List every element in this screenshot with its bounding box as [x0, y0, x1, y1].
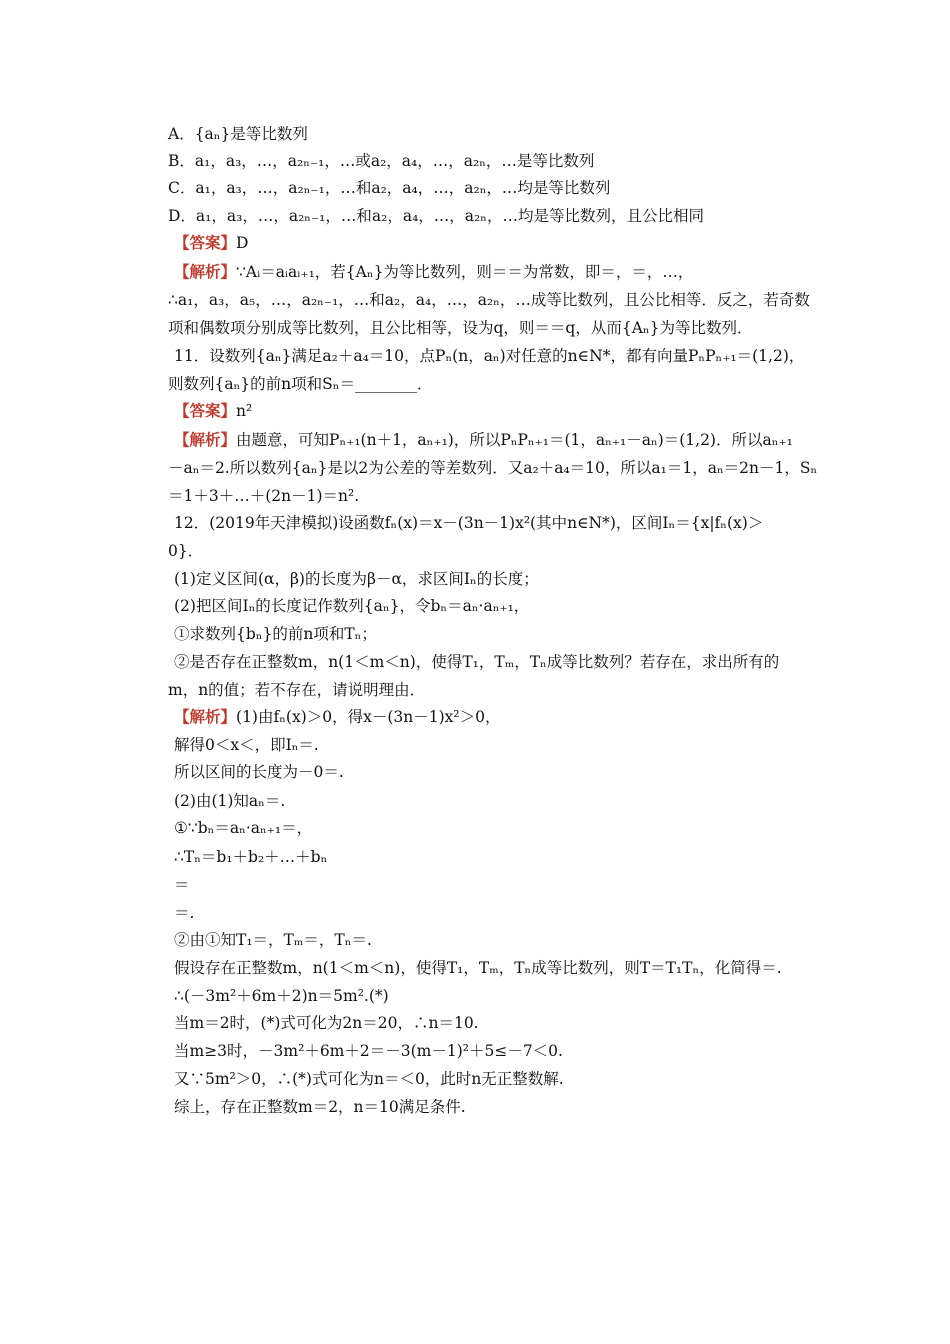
answer-value: D [236, 234, 249, 252]
answer-tag: 【答案】 [174, 401, 237, 420]
q11-analysis-line1 [174, 430, 793, 450]
q12-solution-line9: ②由①知T₁＝，Tₘ＝，Tₙ＝. [174, 931, 372, 949]
q12-part2-sub1: ①求数列{bₙ}的前n项和Tₙ； [174, 625, 377, 643]
q12-stem-line2: 0}． [168, 542, 204, 560]
q11-stem-line2: 则数列{aₙ}的前n项和Sₙ＝________． [168, 375, 433, 393]
q10-analysis-line1 [174, 262, 693, 282]
q12-solution-line15: 综上，存在正整数m＝2，n＝10满足条件. [174, 1098, 466, 1116]
q10-analysis-line2: ∴a₁，a₃，a₅，…，a₂ₙ₋₁，…和a₂，a₄，…，a₂ₙ，…成等比数列，且公比相等．反之，若奇数 [168, 291, 810, 309]
q12-part2-sub2-line2: m，n的值；若不存在，请说明理由． [168, 681, 426, 699]
q12-part2-sub2-line1: ②是否存在正整数m，n(1＜m＜n)，使得T₁，Tₘ，Tₙ成等比数列？若存在，求出所有的 [174, 653, 780, 671]
q12-solution-line8: ＝. [174, 904, 195, 922]
q12-solution-line13: 当m≥3时，－3m²＋6m＋2＝－3(m－1)²＋5≤－7＜0. [174, 1042, 563, 1060]
q12-solution-line1 [174, 707, 500, 727]
analysis-tag: 【解析】 [174, 430, 237, 449]
q10-answer [174, 233, 248, 253]
q11-analysis-line2: －aₙ＝2.所以数列{aₙ}是以2为公差的等差数列．又a₂＋a₄＝10，所以a₁＝1，aₙ＝2n－1，Sₙ [168, 459, 818, 477]
q11-analysis-line3: ＝1＋3＋…＋(2n－1)＝n². [168, 487, 360, 505]
q12-solution-line7: ＝ [174, 876, 190, 894]
q12-solution-line14: 又∵5m²＞0，∴(*)式可化为n＝＜0，此时n无正整数解. [174, 1070, 564, 1088]
q12-solution-line4: (2)由(1)知aₙ＝. [174, 792, 286, 810]
q12-solution-line3: 所以区间的长度为－0＝. [174, 763, 344, 781]
analysis-tag: 【解析】 [174, 707, 237, 726]
q12-solution-line12: 当m＝2时，(*)式可化为2n＝20，∴n＝10. [174, 1014, 479, 1032]
analysis-text: (1)由fₙ(x)＞0，得x－(3n－1)x²＞0， [236, 708, 501, 726]
q12-part2: (2)把区间Iₙ的长度记作数列{aₙ}，令bₙ＝aₙ·aₙ₊₁， [174, 597, 530, 615]
q11-stem-line1: 11．设数列{aₙ}满足a₂＋a₄＝10，点Pₙ(n，aₙ)对任意的n∈N*，都有向量PₙPₙ₊₁＝(1,2)， [174, 347, 805, 365]
q12-solution-line5: ①∵bₙ＝aₙ·aₙ₊₁＝， [174, 819, 313, 837]
q12-stem-line1: 12．(2019年天津模拟)设函数fₙ(x)＝x－(3n－1)x²(其中n∈N*)，区间Iₙ＝{x|fₙ(x)＞ [174, 514, 764, 532]
q12-solution-line11: ∴(－3m²＋6m＋2)n＝5m².(*) [174, 987, 389, 1005]
option-b: B．a₁，a₃，…，a₂ₙ₋₁，…或a₂，a₄，…，a₂ₙ，…是等比数列 [168, 152, 595, 170]
analysis-text: 由题意，可知Pₙ₊₁(n＋1，aₙ₊₁)，所以PₙPₙ₊₁＝(1，aₙ₊₁－aₙ)＝(1,2)．所以aₙ₊₁ [236, 431, 793, 449]
answer-value: n² [236, 402, 253, 420]
q12-solution-line2: 解得0＜x＜，即Iₙ＝. [174, 736, 319, 754]
q12-solution-line10: 假设存在正整数m，n(1＜m＜n)，使得T₁，Tₘ，Tₙ成等比数列，则T＝T₁Tₙ，化简得＝. [174, 959, 782, 977]
option-c: C．a₁，a₃，…，a₂ₙ₋₁，…和a₂，a₄，…，a₂ₙ，…均是等比数列 [168, 179, 611, 197]
q12-solution-line6: ∴Tₙ＝b₁＋b₂＋…＋bₙ [174, 848, 328, 866]
option-a: A．{aₙ}是等比数列 [168, 125, 308, 143]
q11-answer [174, 401, 252, 421]
option-d: D．a₁，a₃，…，a₂ₙ₋₁，…和a₂，a₄，…，a₂ₙ，…均是等比数列，且公比相同 [168, 207, 704, 225]
analysis-text: ∵Aᵢ＝aᵢaᵢ₊₁，若{Aₙ}为等比数列，则＝＝为常数，即＝，＝，…， [236, 263, 694, 281]
answer-tag: 【答案】 [174, 233, 237, 252]
analysis-tag: 【解析】 [174, 262, 237, 281]
q12-part1: (1)定义区间(α，β)的长度为β－α，求区间Iₙ的长度； [174, 570, 539, 588]
q10-analysis-line3: 项和偶数项分别成等比数列，且公比相等，设为q，则＝＝q，从而{Aₙ}为等比数列． [168, 319, 753, 337]
